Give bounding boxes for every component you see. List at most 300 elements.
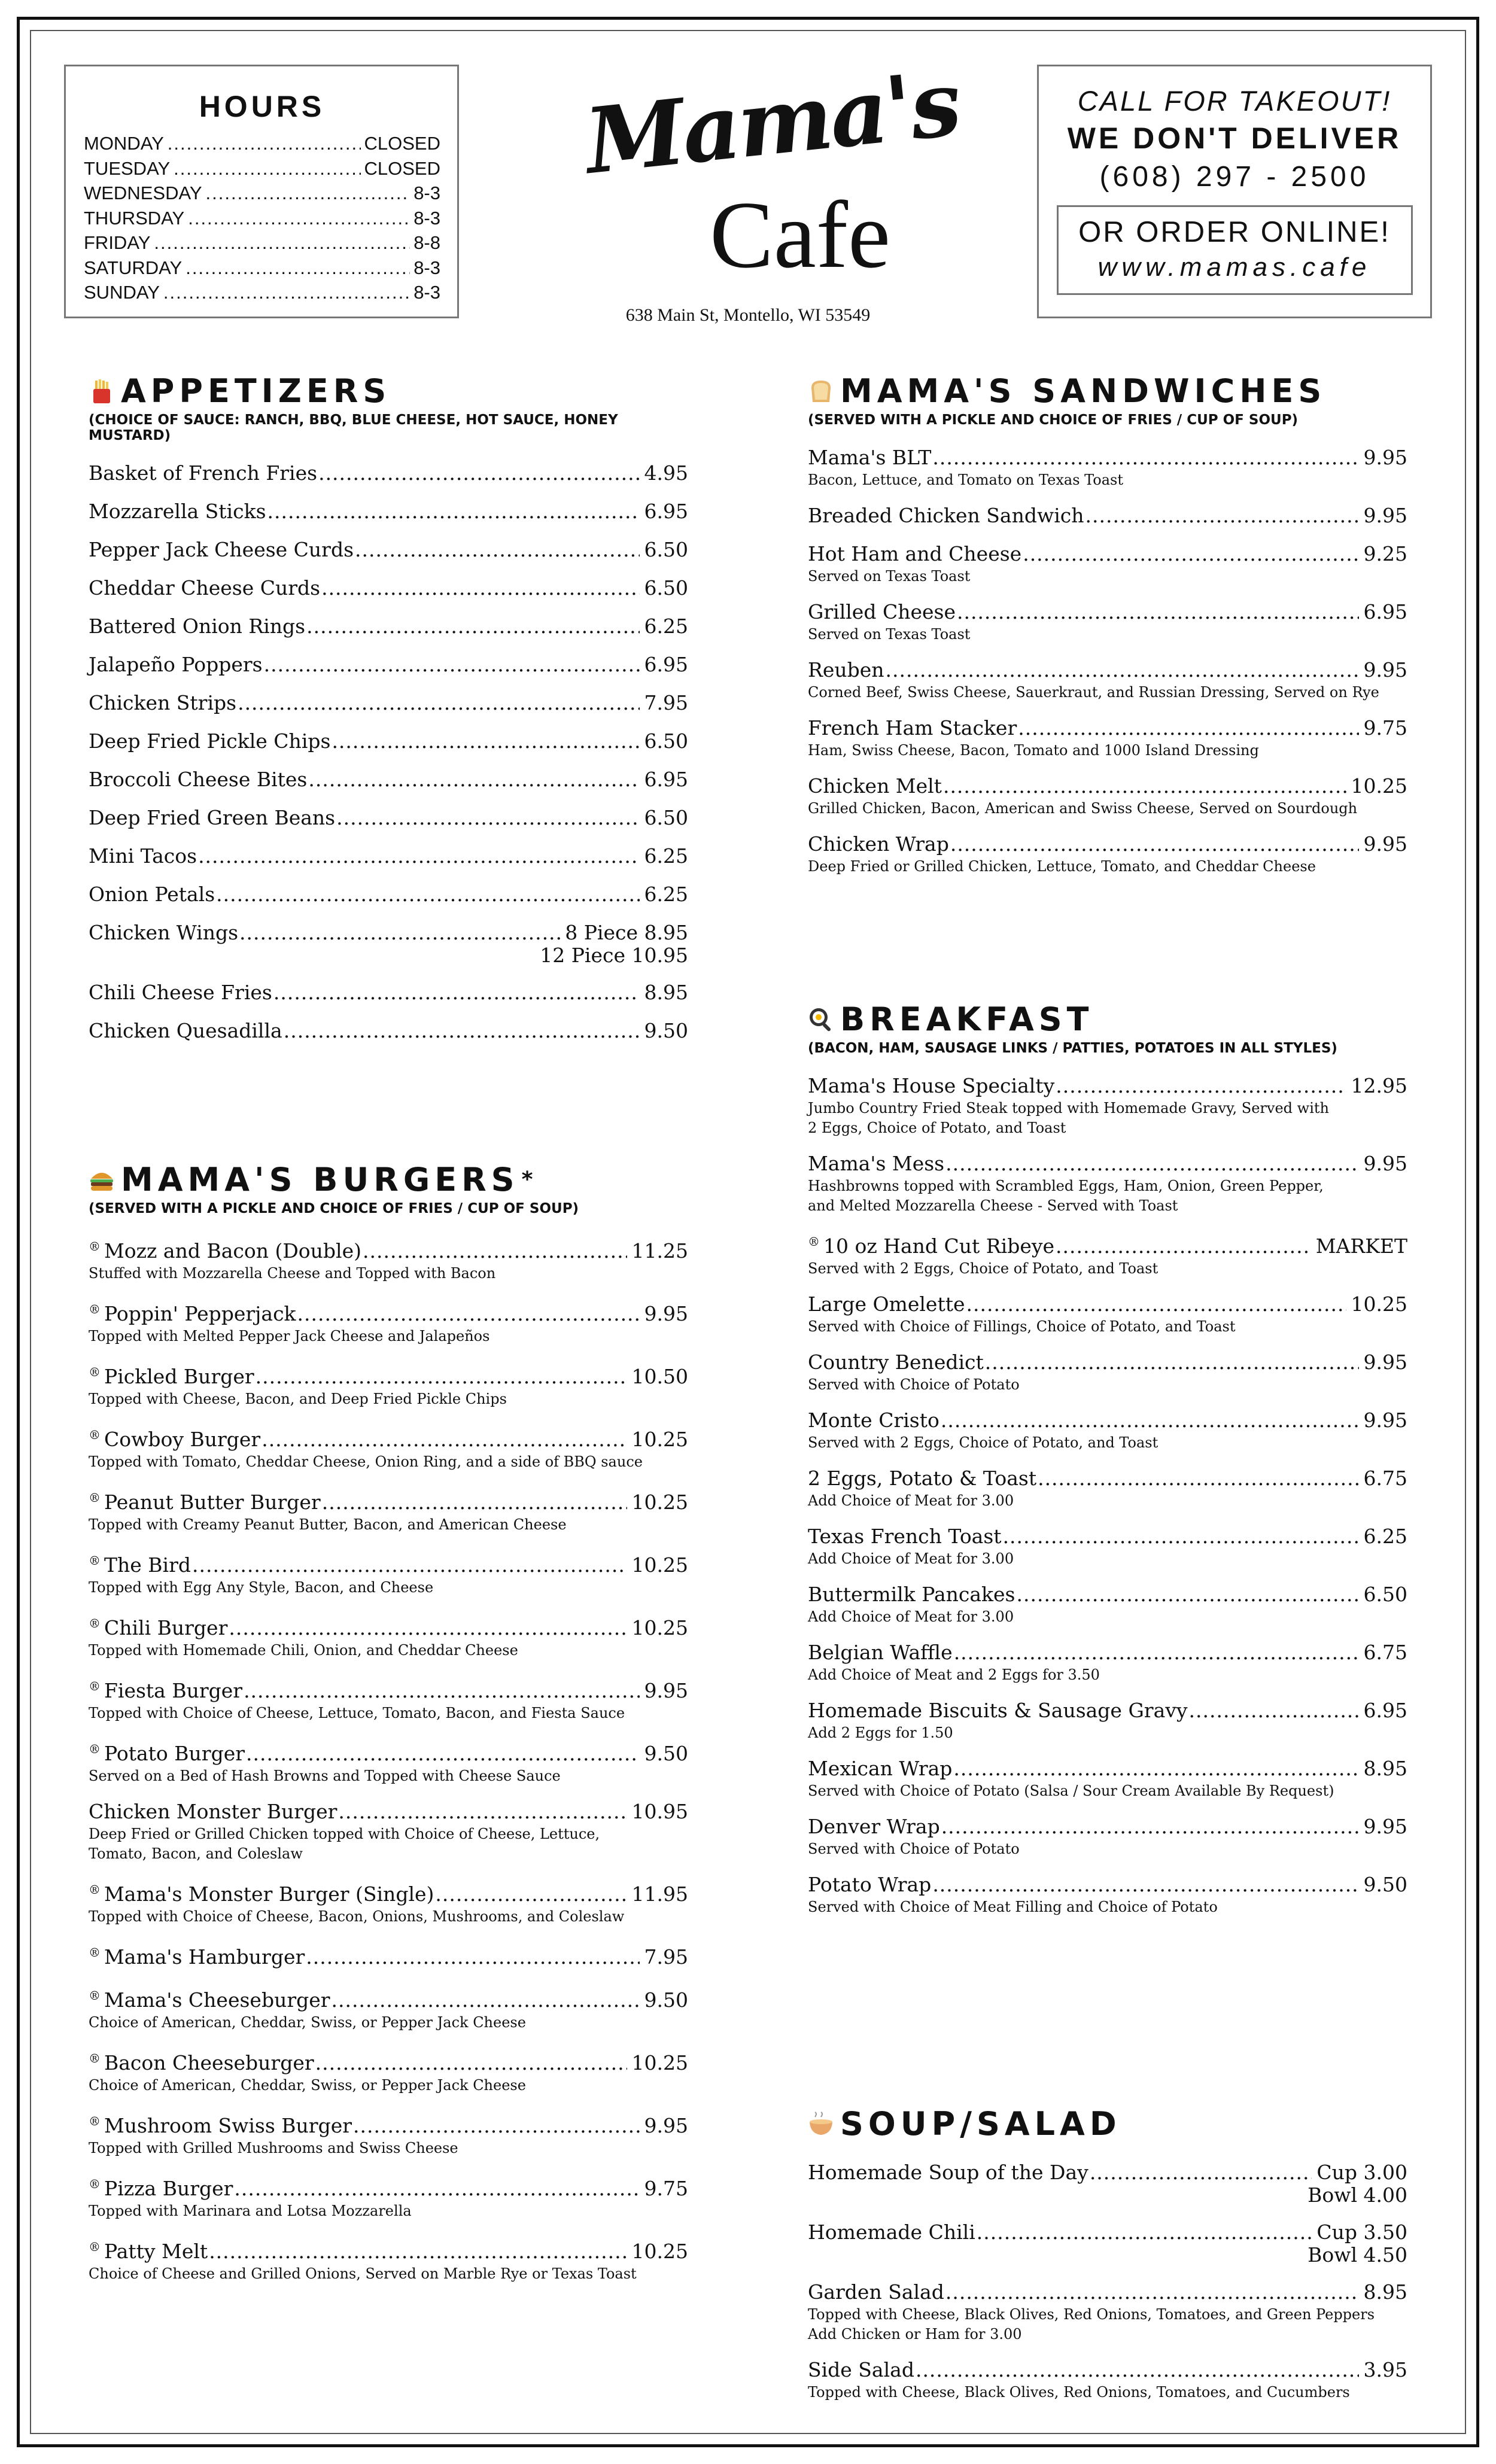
menu-item-price: 10.25 [1351,774,1407,798]
menu-item-line [89,1878,688,1906]
menu-item-name [89,844,197,868]
online-order-label: OR ORDER ONLINE! [1078,216,1391,248]
menu-item-name [808,1699,1188,1723]
breakfast-heading [808,1000,1407,1038]
menu-item-description: Topped with Cheese, Bacon, and Deep Fried Pickle Chips [89,1391,507,1407]
dot-leader [950,832,1359,856]
menu-item-name [89,500,266,524]
menu-item-price: 12.95 [1351,1074,1407,1097]
menu-item-line [808,1757,1407,1781]
menu-item-price: 7.95 [644,1945,688,1969]
menu-item-line [808,774,1407,798]
menu-item-price: 7.95 [644,691,688,714]
dot-leader [977,2220,1312,2244]
menu-item-name [808,1525,1002,1549]
hours-value: 8-3 [413,257,440,278]
hours-row [84,230,440,255]
menu-item-name-text: Potato Wrap [808,1873,932,1896]
menu-item-price: 8.95 [1363,1757,1407,1780]
dot-leader [256,1365,627,1389]
menu-item-line [89,2235,688,2264]
menu-item [808,1873,1407,1917]
menu-item-price: 9.25 [1363,542,1407,565]
menu-item [89,615,688,638]
dot-leader [336,806,639,830]
menu-item-name [808,2161,1088,2185]
appetizers-section [89,372,688,1043]
menu-item-line [89,1297,688,1326]
breakfast-section [808,1000,1407,1917]
menu-item-price-line [808,2244,1407,2266]
menu-item-name [808,600,956,624]
menu-item-name-text: Mama's House Specialty [808,1074,1055,1097]
dot-leader [246,1742,640,1766]
menu-item-price: 9.95 [644,2114,688,2137]
dot-leader [192,1553,627,1577]
dot-leader [284,1019,640,1043]
menu-item-name-text: Chicken Monster Burger [89,1800,337,1823]
menu-item-description: Corned Beef, Swiss Cheese, Sauerkraut, and Russian Dressing, Served on Rye [808,684,1379,701]
menu-item [808,658,1407,702]
menu-item-name [808,1152,944,1176]
menu-item-name [89,768,307,792]
hours-row [84,131,440,156]
menu-item-name-text: Breaded Chicken Sandwich [808,504,1084,527]
dot-leader [945,1152,1358,1176]
menu-item-line [89,1940,688,1969]
sandwiches-list [808,446,1407,876]
dot-leader [957,600,1359,624]
menu-item-line [89,615,688,638]
menu-item-name-text: Chicken Wings [89,921,239,944]
menu-item-description: Topped with Egg Any Style, Bacon, and Cheese [89,1579,434,1596]
menu-item-price-alt: Bowl 4.50 [1308,2243,1407,2267]
menu-item-name-text: Monte Cristo [808,1409,939,1432]
hours-day: TUESDAY [84,157,171,179]
menu-item [89,1423,688,1471]
menu-item-price: 6.95 [644,500,688,523]
menu-item-name [808,1467,1036,1490]
menu-item [808,1292,1407,1336]
menu-item-description: Stuffed with Mozzarella Cheese and Topped with Bacon [89,1265,496,1282]
menu-item-name-text: Jalapeño Poppers [89,653,263,676]
menu-item-name [89,2172,233,2201]
menu-item-line [808,1525,1407,1549]
menu-item-name [89,1297,296,1326]
menu-item-name [808,2220,975,2244]
dot-leader [264,653,640,677]
menu-item-description: Hashbrowns topped with Scrambled Eggs, Ham, Onion, Green Pepper, [808,1178,1324,1194]
menu-item-price: 9.50 [644,1988,688,2012]
hours-title: HOURS [199,90,326,123]
logo-cafe: Cafe [710,181,891,288]
menu-item [89,1019,688,1043]
burgers-title: MAMA'S BURGERS [121,1161,519,1198]
menu-item [808,1815,1407,1858]
menu-item-description: Topped with Choice of Cheese, Lettuce, Tomato, Bacon, and Fiesta Sauce [89,1705,625,1721]
menu-item-line [89,1674,688,1703]
dot-leader [363,1239,627,1263]
menu-item [808,1583,1407,1626]
menu-item-name-text: Chicken Wrap [808,832,949,856]
dot-leader [966,1292,1346,1316]
dot-leader [953,1757,1358,1781]
menu-item-name [808,542,1021,566]
menu-item-description: Grilled Chicken, Bacon, American and Swiss Cheese, Served on Sourdough [808,800,1358,817]
menu-item-name-text: Basket of French Fries [89,461,318,485]
phone-number[interactable]: (608) 297 - 2500 [1099,161,1370,193]
menu-item [89,461,688,485]
menu-item-name-text: Battered Onion Rings [89,615,306,638]
menu-item-line [89,1800,688,1824]
menu-item-name-text: Pickled Burger [104,1365,254,1388]
menu-item-line [808,1815,1407,1839]
menu-item-line [89,1549,688,1577]
dot-leader [234,2177,639,2201]
hours-list [84,131,440,305]
menu-item-price: 9.95 [644,1302,688,1325]
hours-day: FRIDAY [84,232,151,253]
menu-item-price: 10.25 [631,2051,688,2074]
dot-leader [209,2240,627,2264]
menu-item-price: 9.95 [1363,658,1407,682]
menu-item-name [808,1757,952,1781]
appetizers-list [89,461,688,1043]
menu-item-price-alt: Bowl 4.00 [1308,2183,1407,2207]
dot-leader [174,156,360,181]
menu-item-description: Served with Choice of Fillings, Choice of Potato, and Toast [808,1318,1236,1335]
menu-item-price-line [808,2185,1407,2206]
menu-item-name [89,1019,282,1043]
dot-leader [168,131,361,156]
dot-leader [1023,542,1358,566]
menu-item [89,2235,688,2283]
menu-item-line [89,538,688,562]
menu-item [808,1699,1407,1742]
menu-item-line [89,883,688,906]
burger-icon [89,1167,115,1193]
menu-item-name [89,1737,245,1766]
dot-leader [932,1873,1358,1897]
menu-item [89,883,688,906]
menu-item [89,1940,688,1969]
menu-item-name-text: Large Omelette [808,1292,965,1316]
menu-item-name [808,1230,1054,1258]
menu-item-price: 11.95 [631,1882,688,1906]
menu-item-line [89,2109,688,2138]
dot-leader [941,1815,1359,1839]
menu-item-name [808,1873,931,1897]
dot-leader [273,981,640,1005]
dot-leader [306,1945,639,1969]
menu-item [89,1737,688,1785]
dot-leader [321,576,639,600]
menu-item-line [808,542,1407,566]
frying-pan-icon [808,1006,834,1033]
registered-mark: ® [89,1365,101,1379]
dot-leader [332,729,639,753]
menu-item-price: 6.50 [644,729,688,753]
dot-leader [1056,1074,1346,1098]
menu-item-price: 9.75 [644,2177,688,2200]
menu-item-line [89,768,688,792]
menu-item-description: Topped with Choice of Cheese, Bacon, Onions, Mushrooms, and Coleslaw [89,1908,625,1925]
dot-leader [216,883,639,906]
appetizers-title: APPETIZERS [121,372,391,410]
dot-leader [941,1409,1359,1432]
soup-salad-section [808,2105,1407,2402]
registered-mark: ® [89,1945,101,1960]
menu-item-description: Topped with Homemade Chili, Onion, and Cheddar Cheese [89,1642,518,1659]
menu-item-name-text: Belgian Waffle [808,1641,953,1664]
menu-item [89,500,688,524]
menu-item-name-text: Pepper Jack Cheese Curds [89,538,354,561]
menu-item-price: 9.95 [1363,446,1407,469]
menu-item-description: Jumbo Country Fried Steak topped with Homemade Gravy, Served with [808,1100,1329,1117]
menu-item-price: 9.50 [644,1742,688,1765]
menu-item-name [808,832,949,856]
menu-item-price: 9.50 [644,1019,688,1042]
menu-item-name [89,1940,305,1969]
menu-item-line [89,921,688,945]
dot-leader [1189,1699,1359,1723]
dot-leader [954,1641,1359,1665]
logo-script: Mama's [580,50,964,195]
menu-item [89,806,688,830]
menu-item-name-text: Chili Cheese Fries [89,981,272,1004]
dot-leader [435,1882,627,1906]
website-link[interactable]: www.mamas.cafe [1097,253,1372,282]
menu-item-price: 9.50 [1363,1873,1407,1896]
dot-leader [916,2358,1359,2382]
fries-icon [89,378,115,404]
menu-item-line [808,1292,1407,1316]
menu-item-name-text: Homemade Soup of the Day [808,2161,1088,2184]
menu-item-name-text: Mama's BLT [808,446,932,469]
menu-item-line [89,729,688,753]
menu-item-name [808,1409,939,1432]
menu-item-description: Choice of Cheese and Grilled Onions, Served on Marble Rye or Texas Toast [89,2265,637,2282]
menu-item-price: 10.25 [631,1553,688,1577]
menu-item-line [89,1360,688,1389]
menu-item-line [808,1641,1407,1665]
hours-value: CLOSED [364,157,440,179]
menu-item-name-text: The Bird [104,1553,191,1577]
menu-item-price: 9.95 [1363,1152,1407,1175]
menu-item-description: Deep Fried or Grilled Chicken, Lettuce, Tomato, and Cheddar Cheese [808,858,1316,875]
menu-item [808,1230,1407,1278]
menu-item-name-text: Homemade Chili [808,2220,975,2244]
dot-leader [353,2114,640,2138]
dot-leader [229,1616,627,1640]
dot-leader [322,1490,627,1514]
hours-value: 8-3 [413,182,440,203]
hours-value: 8-3 [413,207,440,229]
menu-item-line [808,1467,1407,1490]
menu-item-price: 8.95 [644,981,688,1004]
menu-item-line [89,981,688,1005]
menu-item-name [808,2358,914,2382]
menu-item-name-text: Mama's Cheeseburger [104,1988,330,2012]
dot-leader [239,921,560,945]
menu-item-line [89,2046,688,2075]
menu-item-price: 10.50 [631,1365,688,1388]
menu-item-name-text: Denver Wrap [808,1815,940,1838]
menu-item-line [89,1486,688,1514]
menu-item-name [89,1984,330,2012]
menu-item-line [808,1583,1407,1607]
hours-day: WEDNESDAY [84,182,202,203]
dot-leader [338,1800,627,1824]
menu-item [89,1878,688,1926]
burgers-heading [89,1161,688,1198]
menu-item [808,774,1407,818]
hours-row [84,280,440,305]
soup-salad-heading [808,2105,1407,2143]
menu-item [89,538,688,562]
appetizers-subtitle: (CHOICE OF SAUCE: RANCH, BBQ, BLUE CHEESE, HOT SAUCE, HONEY MUSTARD) [89,412,618,443]
dot-leader [186,255,410,281]
menu-item-line [808,1230,1407,1258]
soup-bowl-icon [808,2111,834,2137]
hours-row [84,255,440,281]
menu-item-price: 6.50 [644,538,688,561]
menu-item [808,542,1407,586]
dot-leader [945,2280,1359,2304]
hours-day: SATURDAY [84,257,183,278]
appetizers-heading [89,372,688,410]
menu-item [89,844,688,868]
menu-item-name [808,2280,944,2304]
menu-item [89,1486,688,1534]
menu-item-name-text: Texas French Toast [808,1525,1002,1548]
menu-item-name-text: Chili Burger [104,1616,228,1639]
menu-item-line [808,2358,1407,2382]
hours-value: CLOSED [364,133,440,154]
sandwiches-title: MAMA'S SANDWICHES [840,372,1327,410]
menu-item-description: Served with 2 Eggs, Choice of Potato, and Toast [808,1260,1159,1277]
menu-item-price: MARKET [1315,1234,1407,1258]
dot-leader [943,774,1346,798]
menu-item [89,2172,688,2220]
dot-leader [318,461,639,485]
hours-box [64,65,459,318]
online-order-box [1057,205,1413,295]
menu-item-description: Add Choice of Meat and 2 Eggs for 3.50 [808,1666,1100,1683]
menu-item-line [89,1611,688,1640]
menu-item-name [808,716,1017,740]
menu-item [808,504,1407,528]
menu-item-description: Served on Texas Toast [808,568,971,585]
dot-leader [238,691,639,715]
menu-item-name-text: Cowboy Burger [104,1428,261,1451]
menu-item-name-text: Chicken Strips [89,691,237,714]
menu-item-price: 9.75 [1363,716,1407,740]
menu-item-description: Topped with Cheese, Black Olives, Red Onions, Tomatoes, and Green Peppers [808,2306,1375,2323]
menu-item-line [89,2172,688,2201]
menu-item-name [89,1234,361,1263]
menu-item-name [89,2109,352,2138]
menu-item-line [89,691,688,715]
dot-leader [1056,1234,1311,1258]
menu-item-description: Topped with Grilled Mushrooms and Swiss Cheese [89,2140,458,2156]
menu-item-price: 8.95 [1363,2280,1407,2304]
registered-mark: ® [89,1679,101,1693]
menu-item-name [89,1486,321,1514]
menu-item-description: Topped with Creamy Peanut Butter, Bacon, and American Cheese [89,1516,567,1533]
registered-mark: ® [89,1428,101,1442]
menu-item [808,2220,1407,2266]
menu-item-description: Choice of American, Cheddar, Swiss, or Pepper Jack Cheese [89,2014,526,2031]
menu-item-price: 6.75 [1363,1641,1407,1664]
hours-row [84,206,440,231]
dot-leader [1018,716,1358,740]
menu-item [808,1409,1407,1452]
menu-item [89,576,688,600]
menu-item-line [89,1984,688,2012]
menu-item-name [89,1423,260,1452]
breakfast-list [808,1074,1407,1917]
menu-item-line [89,461,688,485]
menu-item-name-text: Grilled Cheese [808,600,956,623]
dot-leader [315,2051,627,2075]
menu-item-name [89,1800,337,1824]
menu-item-name-text: Garden Salad [808,2280,944,2304]
menu-item-name-text: Mama's Mess [808,1152,945,1175]
menu-item [808,2358,1407,2402]
menu-item-name [808,1292,965,1316]
menu-item-description: Served on Texas Toast [808,626,971,643]
menu-item-description: 2 Eggs, Choice of Potato, and Toast [808,1120,1066,1136]
menu-item [89,653,688,677]
menu-item-name [89,1360,254,1389]
menu-item-name-text: Bacon Cheeseburger [104,2051,314,2074]
menu-item-price: 10.25 [631,1490,688,1514]
menu-item-name-text: Chicken Quesadilla [89,1019,282,1042]
menu-item-name-text: Pizza Burger [104,2177,233,2200]
menu-item-name [808,1350,984,1374]
registered-mark: ® [89,2051,101,2065]
menu-item-name-text: Onion Petals [89,883,215,906]
hours-day: SUNDAY [84,282,160,303]
menu-item [808,1757,1407,1800]
menu-item-line [89,1423,688,1452]
menu-item [808,1350,1407,1394]
menu-item-description: Add 2 Eggs for 1.50 [808,1724,953,1741]
menu-item-description: Add Chicken or Ham for 3.00 [808,2326,1022,2343]
menu-item-name [89,883,215,906]
takeout-no-delivery: WE DON'T DELIVER [1067,121,1402,155]
menu-item-name [89,981,272,1005]
menu-item-price: 6.95 [644,768,688,791]
breakfast-title: BREAKFAST [840,1000,1094,1038]
menu-item-name-text: Potato Burger [104,1742,245,1765]
registered-mark: ® [89,1302,101,1316]
dot-leader [1003,1525,1359,1549]
sandwiches-section [808,372,1407,876]
dot-leader [308,768,639,792]
sandwiches-heading [808,372,1407,410]
registered-mark: ® [89,2177,101,2191]
menu-item-price: 6.50 [644,806,688,829]
menu-item-name-text: Mexican Wrap [808,1757,953,1780]
registered-mark: ® [89,1239,101,1254]
dot-leader [154,230,410,255]
menu-item [89,1234,688,1283]
menu-item-name [808,504,1084,528]
menu-item-price: 10.25 [631,1616,688,1639]
menu-item-name-text: Mozzarella Sticks [89,500,266,523]
